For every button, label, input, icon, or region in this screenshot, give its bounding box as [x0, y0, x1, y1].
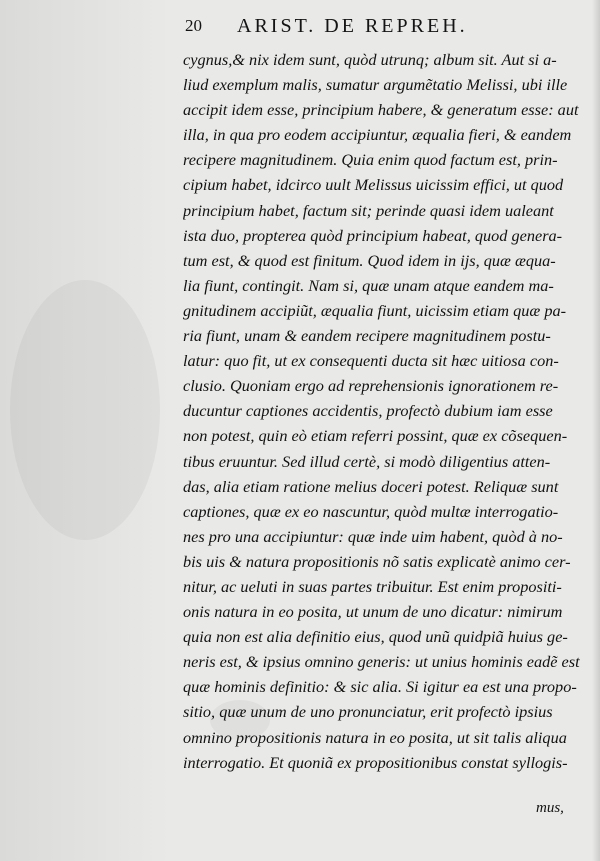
text-line: ria fiunt, unam & eandem recipere magnitudinem postu-	[183, 326, 551, 346]
text-line: ista duo, propterea quòd principium habeat, quod genera-	[183, 225, 563, 245]
paper-stain	[10, 280, 160, 540]
page-header	[185, 12, 545, 40]
text-line: ducuntur captiones accidentis, profectò dubium iam esse	[183, 401, 553, 421]
text-line: sitio, quæ unum de uno pronunciatur, erit profectò ipsius	[183, 702, 553, 722]
text-line: recipere magnitudinem. Quia enim quod factum est, prin-	[183, 150, 558, 170]
text-line: neris est, & ipsius omnino generis: ut unius hominis eadẽ est	[183, 652, 580, 672]
text-line: omnino propositionis natura in eo posita, ut sit talis aliqua	[183, 727, 567, 747]
text-line: principium habet, factum sit; perinde quasi idem ualeant	[183, 200, 554, 220]
text-line: captiones, quæ ex eo nascuntur, quòd multæ interrogatio-	[183, 501, 559, 521]
text-line: cipium habet, idcirco uult Melissus uicissim effici, ut quod	[183, 175, 564, 195]
text-line: bis uis & natura propositionis nõ satis explicatè animo cer-	[183, 551, 571, 571]
text-line: tibus eruuntur. Sed illud certè, si modò diligentius atten-	[183, 451, 551, 471]
text-line: das, alia etiam ratione melius doceri potest. Reliquæ sunt	[183, 476, 559, 496]
binding-shadow	[592, 0, 600, 861]
text-line: onis natura in eo posita, ut unum de uno dicatur: nimirum	[183, 602, 563, 622]
text-line: tum est, & quod est finitum. Quod idem in ijs, quæ æqua-	[183, 250, 556, 270]
text-line: lia fiunt, contingit. Nam si, quæ unam atque eandem ma-	[183, 275, 554, 295]
text-line: liud exemplum malis, sumatur argumẽtatio Melissi, ubi ille	[183, 75, 568, 95]
body-text	[183, 47, 588, 775]
text-line: quæ hominis definitio: & sic alia. Si igitur ea est una propo-	[183, 677, 577, 697]
text-line: interrogatio. Et quoniã ex propositionibus constat syllogis-	[183, 752, 568, 772]
text-line: clusio. Quoniam ergo ad reprehensionis ignorationem re-	[183, 376, 559, 396]
page-number: 20	[185, 16, 202, 35]
text-line: latur: quo fit, ut ex consequenti ducta sit hæc uitiosa con-	[183, 351, 559, 371]
catchword: mus,	[536, 800, 564, 816]
text-line: non potest, quin eò etiam referri possint, quæ ex cõsequen-	[183, 426, 568, 446]
text-line: accipit idem esse, principium habere, & generatum esse: aut	[183, 100, 579, 120]
text-line: quia non est alia definitio eius, quod unũ quidpiã huius ge-	[183, 627, 568, 647]
text-line: gnitudinem accipiũt, æqualia fiunt, uicissim etiam quæ pa-	[183, 300, 567, 320]
text-line: nitur, ac ueluti in suas partes tribuitur. Est enim propositi-	[183, 576, 562, 596]
running-head: ARIST. DE REPREH.	[237, 15, 468, 37]
text-line: illa, in qua pro eodem accipiuntur, æqualia fieri, & eandem	[183, 125, 572, 145]
text-line: cygnus,& nix idem sunt, quòd utrunq; album sit. Aut si a-	[183, 50, 557, 69]
text-line: nes pro una accipiuntur: quæ inde uim habent, quòd à no-	[183, 526, 563, 546]
